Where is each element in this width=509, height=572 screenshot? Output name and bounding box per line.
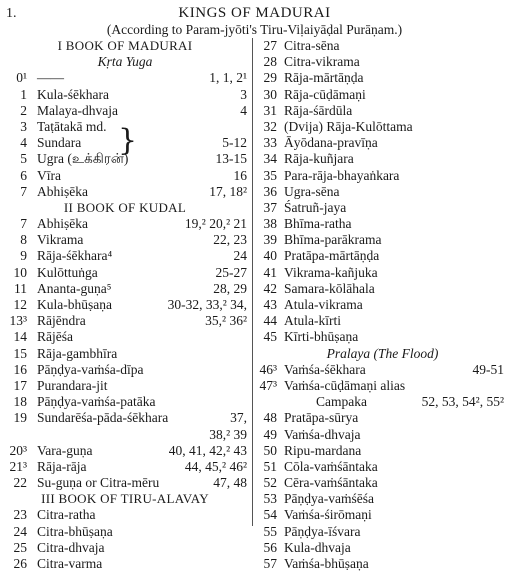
king-name: Sundara (37, 135, 82, 151)
king-name: Ugra (உக்கிரன்) (37, 151, 129, 167)
king-name: Vaṁśa-bhūṣaṇa (284, 556, 369, 571)
king-entry (0, 394, 250, 410)
king-name: Para-rāja-bhayaṅkara (284, 167, 400, 183)
king-entry (0, 540, 250, 556)
king-number: 3 (20, 118, 27, 134)
king-entry (0, 524, 250, 540)
right-column (256, 38, 509, 572)
king-name: Kulōttuṅga (37, 264, 98, 280)
king-name: —— (37, 70, 64, 86)
king-number: 1 (20, 86, 27, 102)
king-number: 24 (13, 523, 27, 539)
king-number: 54 (263, 507, 277, 523)
left-column (0, 38, 250, 572)
king-entry (256, 70, 509, 86)
king-entry (0, 281, 250, 297)
king-name: Pāṇḍya-vaṁśa-dīpa (37, 361, 144, 377)
king-entry (0, 507, 250, 523)
king-number: 49 (263, 426, 277, 442)
king-entry (256, 427, 509, 443)
book-heading: III BOOK OF TIRU-ALAVAY (41, 491, 209, 507)
king-number: 27 (263, 38, 277, 53)
chapter-refs: 47, 48 (213, 475, 247, 491)
king-entry (0, 313, 250, 329)
king-entry (0, 443, 250, 459)
king-entry (256, 540, 509, 556)
king-name: Vaṁśa-śēkhara (284, 361, 366, 377)
king-entry (256, 184, 509, 200)
king-entry (0, 346, 250, 362)
king-entry (256, 362, 509, 378)
king-number: 52 (263, 475, 277, 491)
king-entry (256, 38, 509, 54)
page-header (0, 2, 509, 36)
king-name: Rāja-śārdūla (284, 102, 353, 118)
king-entry (256, 135, 509, 151)
king-entry (256, 232, 509, 248)
king-name: Cōla-vaṁśāntaka (284, 458, 378, 474)
king-number: 33 (263, 135, 277, 151)
king-name: Rāja-gambhīra (37, 345, 118, 361)
chapter-refs: 30-32, 33,² 34, (167, 297, 247, 312)
king-entry (256, 556, 509, 572)
chapter-refs: 37, (230, 410, 247, 426)
king-entry (0, 459, 250, 475)
page-subtitle: (According to Param-jyōti's Tiru-Viḷaiyāḍal Purāṇam.) (106, 22, 403, 37)
king-number: 38 (263, 216, 277, 232)
king-name: Taṭātakā md. (37, 118, 107, 134)
king-entry (256, 410, 509, 426)
king-entry (256, 524, 509, 540)
king-entry (0, 184, 250, 200)
king-name: Atula-kīrti (284, 313, 341, 329)
king-name: Rājēśa (37, 329, 73, 345)
king-number: 48 (263, 410, 277, 426)
continuation-line (0, 427, 250, 443)
king-number: 6 (20, 167, 27, 183)
king-number: 40 (263, 248, 277, 264)
page-title: KINGS OF MADURAI (178, 5, 331, 21)
king-number: 37 (263, 199, 277, 215)
king-number: 31 (263, 102, 277, 118)
king-name: Ananta-guṇa⁵ (37, 280, 112, 296)
king-number: 55 (263, 523, 277, 539)
king-entry (0, 70, 250, 86)
king-name: Ugra-sēna (284, 183, 340, 199)
chapter-refs: 35,² 36² (205, 313, 247, 329)
book-heading: II BOOK OF KUDAL (63, 199, 187, 215)
chapter-refs: 1, 1, 2¹ (209, 70, 247, 86)
king-entry (256, 119, 509, 135)
king-entry (256, 151, 509, 167)
chapter-refs: 5-12 (222, 135, 247, 151)
king-number: 43 (263, 297, 277, 312)
king-entry (256, 329, 509, 345)
king-name: Pratāpa-mārtāṇḍa (284, 248, 380, 264)
king-name: Samara-kōlāhala (284, 280, 375, 296)
king-entry (256, 265, 509, 281)
king-number: 8 (20, 232, 27, 248)
chapter-refs: 28, 29 (213, 280, 247, 296)
king-entry (0, 297, 250, 313)
king-name: Malaya-dhvaja (37, 102, 118, 118)
king-number: 18 (13, 394, 27, 410)
king-number: 50 (263, 442, 277, 458)
chapter-refs: 25-27 (215, 264, 247, 280)
chapter-refs: 52, 53, 54², 55² (421, 394, 504, 410)
king-name: Campaka (316, 394, 367, 410)
king-number: 47³ (259, 377, 277, 393)
chapter-refs: 40, 41, 42,² 43 (168, 442, 247, 458)
king-entry (256, 443, 509, 459)
king-name: Cēra-vaṁśāntaka (284, 475, 378, 491)
king-name: Rāja-cūḍāmaṇi (284, 86, 366, 102)
era-heading: Kṛta Yuga (97, 54, 153, 70)
king-entry (0, 410, 250, 426)
king-entry (0, 87, 250, 103)
king-number: 29 (263, 70, 277, 86)
king-name: Vikrama (37, 232, 84, 248)
king-name: Atula-vikrama (284, 297, 363, 312)
king-number: 34 (263, 151, 277, 167)
king-number: 12 (13, 297, 27, 312)
king-number: 53 (263, 491, 277, 507)
king-number: 25 (13, 539, 27, 555)
king-number: 0¹ (16, 70, 27, 86)
king-name: Sundarēśa-pāda-śēkhara (37, 410, 169, 426)
chapter-refs: 22, 23 (213, 232, 247, 248)
king-number: 45 (263, 329, 277, 345)
king-number: 28 (263, 54, 277, 70)
king-number: 7 (20, 183, 27, 199)
king-entry (256, 459, 509, 475)
chapter-refs: 19,² 20,² 21 (184, 216, 247, 232)
king-name: Abhiṣēka (37, 216, 88, 232)
king-name: Kula-dhvaja (284, 539, 351, 555)
king-number: 57 (263, 556, 277, 571)
section-number: 1. (6, 6, 17, 21)
king-entry (256, 248, 509, 264)
king-name: Pāṇḍya-vaṁśa-patāka (37, 394, 156, 410)
king-entry (256, 491, 509, 507)
chapter-refs: 44, 45,² 46² (184, 458, 247, 474)
king-number: 7 (20, 216, 27, 232)
era-heading: Pralaya (The Flood) (326, 345, 439, 361)
king-number: 2 (20, 102, 27, 118)
king-number: 4 (20, 135, 27, 151)
king-entry (256, 168, 509, 184)
king-name: Vara-guṇa (37, 442, 93, 458)
king-entry (0, 216, 250, 232)
king-name: Vīra (37, 167, 61, 183)
king-name: Bhīma-parākrama (284, 232, 382, 248)
king-number: 16 (13, 361, 27, 377)
king-number: 51 (263, 458, 277, 474)
king-name: Rāja-kuñjara (284, 151, 354, 167)
king-entry (256, 507, 509, 523)
king-name: Citra-vikrama (284, 54, 360, 70)
chapter-refs: 4 (240, 102, 247, 118)
king-entry (0, 556, 250, 572)
king-entry (0, 265, 250, 281)
chapter-refs: 17, 18² (209, 183, 247, 199)
king-name: Kīrti-bhūṣaṇa (284, 329, 359, 345)
chapter-refs: 24 (233, 248, 247, 264)
king-name: Rāja-śēkhara⁴ (37, 248, 113, 264)
king-entry (256, 103, 509, 119)
king-number: 14 (13, 329, 27, 345)
king-number: 9 (20, 248, 27, 264)
king-name: Āyōdana-pravīṇa (284, 135, 378, 151)
king-entry (0, 232, 250, 248)
king-number: 5 (20, 151, 27, 167)
king-entry (0, 475, 250, 491)
chapter-refs: 16 (233, 167, 247, 183)
king-entry (0, 248, 250, 264)
king-number: 17 (13, 377, 27, 393)
column-divider (252, 38, 253, 526)
king-number: 44 (263, 313, 277, 329)
king-number: 22 (13, 475, 27, 491)
king-name: Vaṁśa-śirōmaṇi (284, 507, 372, 523)
king-name: Citra-varma (37, 556, 103, 571)
chapter-refs: 49-51 (472, 361, 504, 377)
king-number: 46³ (259, 361, 277, 377)
king-name: Kula-bhūṣaṇa (37, 297, 112, 312)
king-number: 36 (263, 183, 277, 199)
king-entry (0, 362, 250, 378)
king-number: 56 (263, 539, 277, 555)
king-entry (256, 54, 509, 70)
chapter-refs: 3 (240, 86, 247, 102)
king-number: 32 (263, 118, 277, 134)
king-entry (0, 103, 250, 119)
king-number: 30 (263, 86, 277, 102)
king-entry (256, 378, 509, 394)
king-entry (0, 151, 250, 167)
king-name: Śatruñ-jaya (284, 199, 347, 215)
king-entry (256, 281, 509, 297)
king-entry (0, 168, 250, 184)
king-name: Citra-ratha (37, 507, 96, 523)
king-name: Ripu-mardana (284, 442, 362, 458)
king-number: 35 (263, 167, 277, 183)
king-entry (256, 87, 509, 103)
king-name: Citra-dhvaja (37, 539, 105, 555)
king-name: Kula-śēkhara (37, 86, 109, 102)
chapter-refs: 13-15 (215, 151, 247, 167)
king-number: 21³ (9, 458, 27, 474)
king-name: Vaṁśa-cūḍāmaṇi alias (284, 377, 406, 393)
king-number: 19 (13, 410, 27, 426)
king-name: Citra-sēna (284, 38, 340, 53)
king-number: 39 (263, 232, 277, 248)
king-name: Rāja-rāja (37, 458, 87, 474)
king-name: (Dvija) Rāja-Kulōttama (284, 118, 413, 134)
continuation-line (256, 394, 509, 410)
king-entry (256, 216, 509, 232)
king-entry (0, 378, 250, 394)
king-number: 42 (263, 280, 277, 296)
king-number: 20³ (9, 442, 27, 458)
king-name: Rājēndra (37, 313, 86, 329)
book-heading: I BOOK OF MADURAI (57, 38, 193, 53)
king-name: Vaṁśa-dhvaja (284, 426, 361, 442)
king-number: 41 (263, 264, 277, 280)
king-name: Bhīma-ratha (284, 216, 352, 232)
king-number: 23 (13, 507, 27, 523)
king-entry (256, 297, 509, 313)
king-name: Rāja-mārtāṇḍa (284, 70, 364, 86)
chapter-refs: 38,² 39 (209, 426, 247, 442)
king-entry (256, 475, 509, 491)
king-entry (0, 329, 250, 345)
king-name: Citra-bhūṣaṇa (37, 523, 113, 539)
king-number: 26 (13, 556, 27, 571)
king-number: 11 (14, 280, 27, 296)
king-name: Abhiṣēka (37, 183, 88, 199)
king-number: 15 (13, 345, 27, 361)
king-number: 13³ (9, 313, 27, 329)
king-name: Purandara-jit (37, 377, 108, 393)
king-entry (256, 200, 509, 216)
king-name: Vikrama-kañjuka (284, 264, 378, 280)
king-number: 10 (13, 264, 27, 280)
brace-glyph: } (118, 123, 138, 159)
king-entry (256, 313, 509, 329)
king-name: Su-guṇa or Citra-mēru (37, 475, 160, 491)
king-name: Pāṇḍya-īśvara (284, 523, 361, 539)
king-name: Pratāpa-sūrya (284, 410, 359, 426)
king-name: Pāṇḍya-vaṁśēśa (284, 491, 374, 507)
